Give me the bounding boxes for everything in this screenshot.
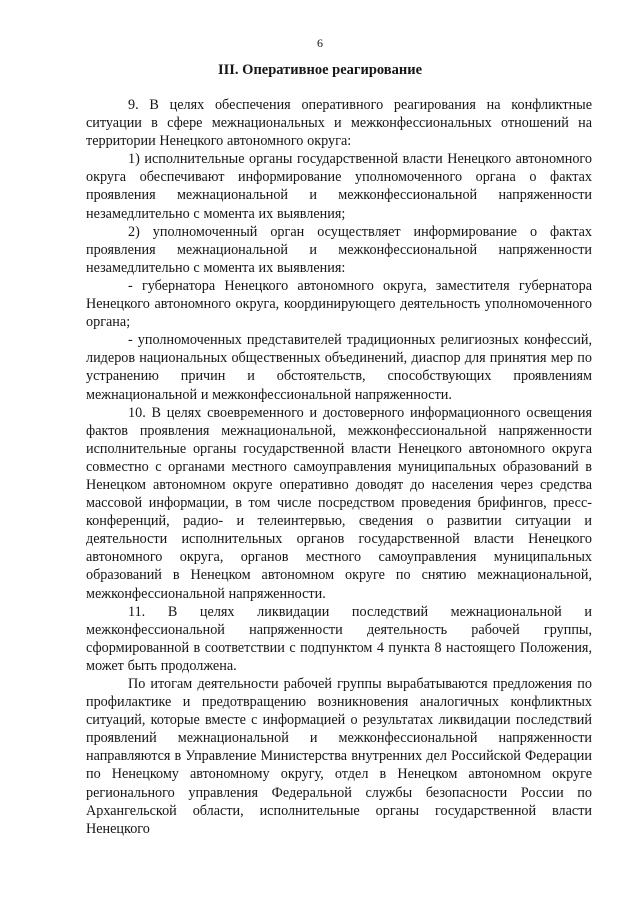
paragraph-9-item-2-bullet-1: - губернатора Ненецкого автономного округа, заместителя губернатора Ненецкого автономного округа, координирующего деятельность уполномоченного органа; [86,277,592,331]
section-heading: III. Оперативное реагирование [217,62,423,78]
paragraph-9-item-2-bullet-2: - уполномоченных представителей традиционных религиозных конфессий, лидеров национальных общественных объединений, диаспор для принятия мер по устранению причин и обстоятельств, способствующих проявлениям межнациональной и межконфессиональной напряженности. [86,332,592,403]
paragraph-10: 10. В целях своевременного и достоверного информационного освещения фактов проявления межнациональной, межконфессиональной напряженности исполнительные органы государственной власти Ненецкого автономного округа совместно с органами местного самоуправления муниципальных образований в Ненецком автономном округе оперативно доводят до населения через средства массовой информации, в том числе посредством проведения брифингов, пресс-конференций, радио- и телеинтервью, сведения о развитии ситуации и деятельности исполнительных органов государственной власти Ненецкого автономного округа, органов местного самоуправления муниципальных образований в Ненецком автономном округе по снятию межнациональной, межконфессиональной напряженности. [86,404,592,602]
paragraph-11-continued: По итогам деятельности рабочей группы вырабатываются предложения по профилактике и предотвращению возникновения аналогичных конфликтных ситуаций, которые вместе с информацией о результатах ликвидации последствий проявлений межнациональной и межконфессиональной напряженности направляются в Управление Министерства внутренних дел Российской Федерации по Ненецкому автономному округу, отдел в Ненецком автономном округе регионального управления Федеральной службы безопасности России по Архангельской области, исполнительные органы государственной власти Ненецкого [86,676,592,837]
paragraph-9: 9. В целях обеспечения оперативного реагирования на конфликтные ситуации в сфере межнациональных и межконфессиональных отношений на территории Ненецкого автономного округа: [86,97,592,150]
paragraph-9-item-1: 1) исполнительные органы государственной власти Ненецкого автономного округа обеспечивают информирование уполномоченного органа о фактах проявления межнациональной и межконфессиональной напряженности незамедлительно с момента их выявления; [86,151,592,222]
document-body [86,96,592,838]
paragraph-11: 11. В целях ликвидации последствий межнациональной и межконфессиональной напряженности деятельность рабочей группы, сформированной в соответствии с подпунктом 4 пункта 8 настоящего Положения, может быть продолжена. [86,603,592,674]
paragraph-9-item-2: 2) уполномоченный орган осуществляет информирование о фактах проявления межнациональной и межконфессиональной напряженности незамедлительно с момента их выявления: [86,223,592,276]
page-number: 6 [317,36,323,50]
